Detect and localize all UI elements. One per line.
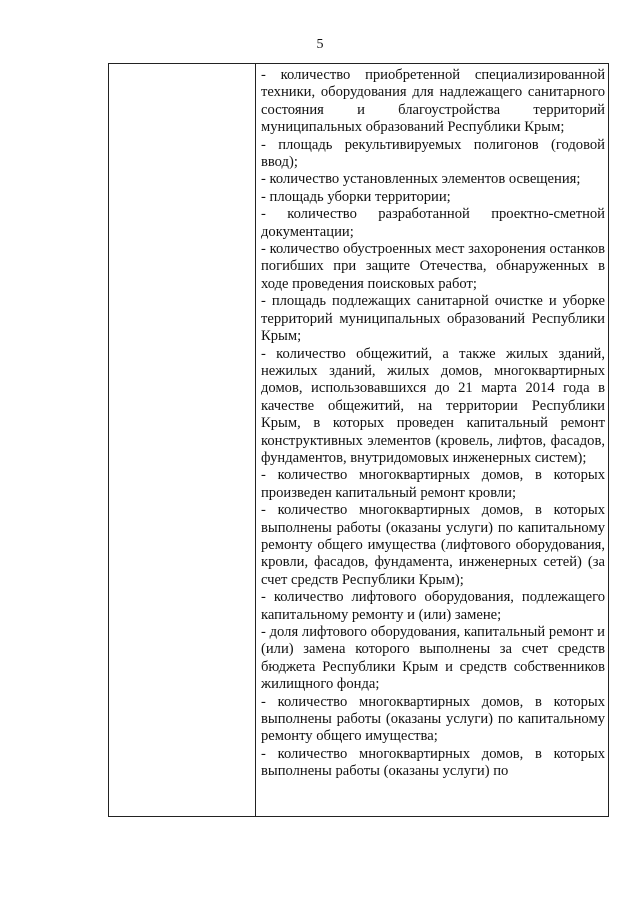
indicators-table	[108, 63, 609, 817]
indicator-item: - количество общежитий, а также жилых зданий, нежилых зданий, жилых домов, многоквартирных домов, использовавшихся до 21 марта 2014 года в качестве общежитий, на территории Республики Крым, в которых проведен капитальный ремонт конструктивных элементов (кровель, лифтов, фасадов, фундаментов, внутридомовых инженерных систем);	[261, 345, 605, 466]
page-number: 5	[316, 37, 324, 52]
indicator-item: - площадь подлежащих санитарной очистке и уборке территорий муниципальных образований Республики Крым;	[261, 293, 605, 345]
indicator-item: - количество многоквартирных домов, в которых выполнены работы (оказаны услуги) по капитальному ремонту общего имущества;	[261, 693, 605, 745]
table-right-cell	[256, 64, 608, 816]
indicator-item: - количество лифтового оборудования, подлежащего капитальному ремонту и (или) замене;	[261, 589, 605, 623]
indicator-item: - количество многоквартирных домов, в которых произведен капитальный ремонт кровли;	[261, 467, 605, 501]
indicator-item: - количество многоквартирных домов, в которых выполнены работы (оказаны услуги) по капитальному ремонту общего имущества (лифтового оборудования, кровли, фасадов, фундамента, инженерных сетей) (за счет средств Республики Крым);	[261, 502, 605, 588]
table-left-cell	[109, 64, 256, 816]
indicator-item: - количество приобретенной специализированной техники, оборудования для надлежащего санитарного состояния и благоустройства территорий муниципальных образований Республики Крым;	[261, 67, 605, 136]
indicator-item: - площадь рекультивируемых полигонов (годовой ввод);	[261, 136, 605, 171]
indicator-item: - количество многоквартирных домов, в которых выполнены работы (оказаны услуги) по	[261, 745, 605, 780]
indicator-item: - количество установленных элементов освещения;	[261, 171, 581, 188]
indicator-item: - количество разработанной проектно-сметной документации;	[261, 206, 605, 240]
indicator-item: - количество обустроенных мест захоронения останков погибших при защите Отечества, обнаруженных в ходе проведения поисковых работ;	[261, 241, 605, 292]
indicator-item: - площадь уборки территории;	[261, 188, 451, 205]
indicator-item: - доля лифтового оборудования, капитальный ремонт и (или) замена которого выполнены за счет средств бюджета Республики Крым и средств собственников жилищного фонда;	[261, 624, 605, 693]
